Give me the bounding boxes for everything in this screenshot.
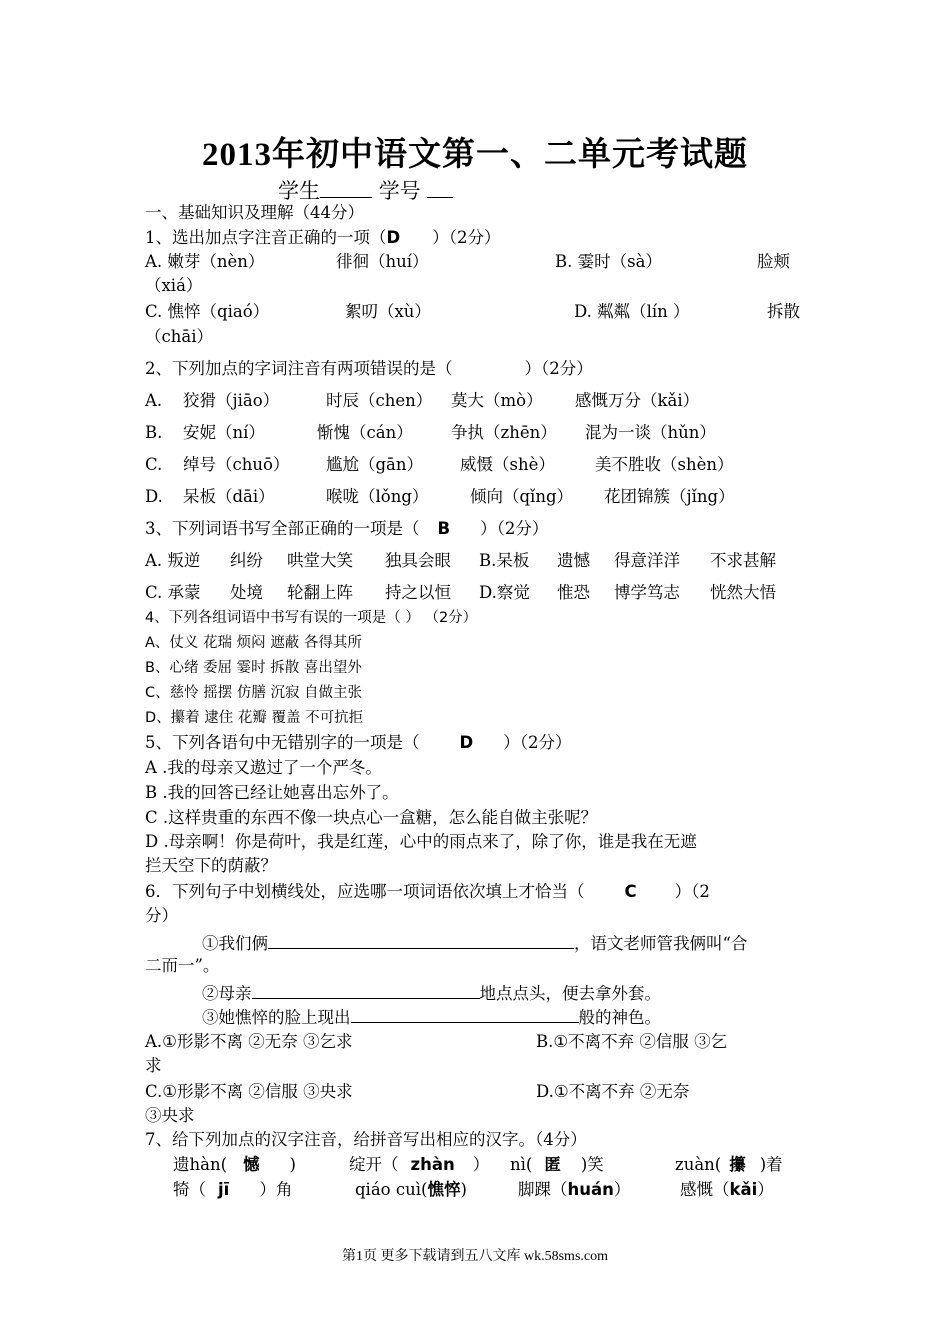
q6-sentence3: [202, 1006, 661, 1028]
q1-answer: D: [386, 228, 401, 247]
q4-option-a: A、仗义 花瑞 烦闷 遮蔽 各得其所: [145, 635, 362, 651]
q1-option-b1: B. 霎时（sà）: [555, 252, 662, 271]
q6-sentence1: [202, 932, 747, 954]
q2-row-a-item3: 莫大（mò）: [451, 391, 543, 410]
q7-item8-post: ）: [757, 1180, 774, 1199]
q4-option-d: D、攥着 逮住 花瓣 覆盖 不可抗拒: [145, 710, 364, 726]
q2-row-a-item4: 感慨万分（kǎi）: [575, 391, 700, 410]
q3-row1-item1: A. 叛逆: [145, 551, 201, 570]
student-name-blank[interactable]: [320, 179, 372, 198]
q3-row1-item7: 得意洋洋: [614, 551, 680, 570]
q7-item3-pre: nì(: [510, 1155, 533, 1174]
q7-item3-post: )笑: [580, 1155, 604, 1174]
q2-row-d-item1: 呆板（dāi）: [183, 487, 275, 506]
q7-item4-answer: 攥: [729, 1155, 746, 1174]
q3-row2-item1: C. 承蒙: [145, 583, 201, 602]
q6-stem: [145, 882, 710, 902]
q5-score: ）（2分）: [503, 733, 572, 752]
q1-stem-text: 1、选出加点字注音正确的一项（: [145, 228, 387, 247]
q5-option-a: A .我的母亲又遨过了一个严冬。: [145, 758, 382, 777]
q1-stem: [145, 228, 500, 248]
q1-option-a1: A. 嫩芽（nèn）: [145, 252, 265, 271]
q7-item7-answer: huán: [567, 1180, 614, 1199]
q7-item3: [510, 1155, 604, 1175]
q7-item6-post: ): [460, 1180, 467, 1199]
q6-option-d-cont: ③央求: [145, 1106, 195, 1125]
q2-row-a-item1: 狡猾（jiāo）: [183, 391, 280, 410]
q6-stem-text: 6．下列句子中划横线处，应选哪一项词语依次填上才恰当（: [145, 882, 585, 901]
q3-answer: B: [437, 519, 451, 538]
q3-row2-item3: 轮翻上阵: [287, 583, 353, 602]
q1-option-b2: 脸颊: [757, 252, 790, 271]
number-label: 学号: [378, 179, 421, 203]
q6-option-c: C.①形影不离 ②信服 ③央求: [145, 1082, 353, 1101]
q7-item7-pre: 脚踝（: [518, 1180, 568, 1199]
q3-row2-item8: 恍然大悟: [710, 583, 776, 602]
q5-option-c: C .这样贵重的东西不像一块点心一盒糖，怎么能自做主张呢？: [145, 808, 598, 827]
q3-row2-item7: 博学笃志: [614, 583, 680, 602]
q7-item2-pre: 绽开（: [349, 1155, 399, 1174]
q7-stem: 7、给下列加点的汉字注音，给拼音写出相应的汉字。（4分）: [145, 1130, 587, 1149]
q7-item6-pre: qiáo cuì(: [355, 1180, 428, 1199]
q1-options-ab: [145, 252, 264, 272]
student-info: [278, 175, 453, 205]
q6-option-b: B.①不离不弃 ②信服 ③乞: [536, 1032, 728, 1051]
q7-item5-pre: 犄（: [173, 1180, 206, 1199]
q4-option-c: C、慈怜 摇摆 仿膳 沉寂 自做主张: [145, 685, 363, 701]
q3-row1-item5: B.呆板: [479, 551, 530, 570]
q2-row-d-item2: 喉咙（lǒng）: [326, 487, 429, 506]
q7-item2-post: ）: [472, 1155, 490, 1174]
q2-row-c-item3: 威慑（shè）: [460, 455, 555, 474]
q2-row-a-label: A.: [145, 391, 163, 410]
q5-option-d-line2: 拦天空下的荫蔽？: [145, 856, 277, 875]
page-footer: 第1页 更多下载请到五八文库 wk.58sms.com: [342, 1249, 608, 1264]
q7-item1-answer: 憾: [243, 1155, 260, 1174]
q1-option-b2-pinyin: （xiá）: [145, 276, 203, 295]
q6-sentence2: [202, 982, 661, 1004]
q3-row1-item4: 独具会眼: [385, 551, 451, 570]
q5-option-b: B .我的回答已经让她喜出忘外了。: [145, 783, 399, 802]
q4-option-b: B、心绪 委屈 霎时 拆散 喜出望外: [145, 660, 362, 676]
q4-stem: 4、下列各组词语中书写有误的一项是（ ） （2分）: [145, 610, 478, 626]
q2-row-b-item1: 安妮（ní）: [183, 423, 265, 442]
q7-item8-pre: 感慨（: [680, 1180, 730, 1199]
q5-answer: D: [459, 733, 474, 752]
student-number-blank[interactable]: [427, 179, 453, 198]
q2-row-b-item4: 混为一谈（hǔn）: [585, 423, 716, 442]
q6-option-b-cont: 求: [145, 1056, 162, 1075]
q7-item1: [173, 1155, 296, 1175]
q6-blank1[interactable]: [268, 932, 574, 949]
q6-s1-cont: 二而一”。: [145, 956, 220, 975]
q6-s2-start: ②母亲: [202, 984, 252, 1003]
q7-item7-post: ）: [613, 1180, 631, 1199]
q7-item4-post: )着: [759, 1155, 783, 1174]
q7-item4: [675, 1155, 783, 1175]
q7-item7: [518, 1180, 630, 1200]
q6-stem-tail: ）（2: [674, 882, 710, 901]
q6-stem-line2: 分）: [145, 906, 178, 925]
q2-row-c-label: C.: [145, 455, 163, 474]
q5-stem-text: 5、下列各语句中无错别字的一项是（: [145, 733, 420, 752]
q2-score: ）（2分）: [524, 359, 593, 378]
q2-row-c-item1: 绰号（chuō）: [183, 455, 290, 474]
q7-item8: [680, 1180, 774, 1200]
q2-row-c-item4: 美不胜收（shèn）: [595, 455, 734, 474]
q6-option-d: D.①不离不弃 ②无奈: [536, 1082, 690, 1101]
q7-item3-answer: 匿: [544, 1155, 561, 1174]
q2-row-a-item2: 时辰（chen）: [326, 391, 433, 410]
q1-option-c1: C. 憔悴（qiaó）: [145, 302, 270, 321]
q2-row-d-label: D.: [145, 487, 163, 506]
q2-row-b-item3: 争执（zhēn）: [451, 423, 557, 442]
q6-s3-end: 般的神色。: [578, 1008, 661, 1027]
q2-row-b-label: B.: [145, 423, 163, 442]
q1-option-d2-pinyin: （chāi）: [145, 327, 213, 346]
q6-blank2[interactable]: [252, 982, 480, 999]
q7-item1-pre: 遗hàn(: [173, 1155, 228, 1174]
q2-row-b-item2: 惭愧（cán）: [317, 423, 413, 442]
q6-s1-start: ①我们俩: [202, 934, 268, 953]
q2-row-d-item3: 倾向（qǐng）: [470, 487, 574, 506]
q6-s1-end: ，语文老师管我俩叫“合: [574, 934, 748, 953]
q6-answer: C: [624, 882, 637, 901]
q3-row2-item4: 持之以恒: [385, 583, 451, 602]
q7-item1-post: ): [289, 1155, 296, 1174]
q3-row2-item2: 处境: [230, 583, 263, 602]
q2-stem-text: 2、下列加点的字词注音有两项错误的是（: [145, 359, 453, 378]
q7-item6-answer: 憔悴: [427, 1180, 461, 1199]
q7-item6: [355, 1180, 467, 1200]
q7-item2-answer: zhàn: [410, 1155, 455, 1174]
q3-row2-item5: D.察觉: [479, 583, 530, 602]
q2-stem: [145, 359, 593, 379]
q7-item5: [173, 1180, 292, 1200]
q1-option-a2: 徘徊（huí）: [336, 252, 429, 271]
q1-option-c2: 絮叨（xù）: [345, 302, 431, 321]
q7-item8-answer: kǎi: [729, 1180, 758, 1199]
q2-row-d-item4: 花团锦簇（jǐng）: [604, 487, 735, 506]
q3-row1-item3: 哄堂大笑: [287, 551, 353, 570]
q3-stem: [145, 519, 548, 539]
q5-option-d-line1: D .母亲啊！你是荷叶，我是红莲，心中的雨点来了，除了你，谁是我在无遮: [145, 832, 697, 851]
q3-score: ）（2分）: [480, 519, 549, 538]
q6-option-a: A.①形影不离 ②无奈 ③乞求: [145, 1032, 353, 1051]
q7-item5-answer: jī: [218, 1180, 230, 1199]
page-title: 2013年初中语文第一、二单元考试题: [202, 137, 748, 173]
q6-s2-end: 地点点头，便去拿外套。: [479, 984, 661, 1003]
q6-s3-start: ③她憔悴的脸上现出: [202, 1008, 351, 1027]
student-label: 学生: [278, 179, 320, 203]
section-heading: 一、基础知识及理解（44分）: [145, 203, 364, 222]
q7-item5-post: ）角: [259, 1180, 293, 1199]
q3-row2-item6: 惟恐: [557, 583, 590, 602]
q2-row-c-item2: 尴尬（gān）: [326, 455, 424, 474]
q1-score: ）（2分）: [432, 228, 501, 247]
q3-row1-item6: 遗憾: [557, 551, 590, 570]
q1-option-d2: 拆散: [767, 302, 800, 321]
q7-item2: [349, 1155, 489, 1175]
q3-row1-item8: 不求甚解: [710, 551, 776, 570]
q5-stem: [145, 733, 571, 753]
q1-option-d1: D. 粼粼（lín ）: [574, 302, 690, 321]
q3-row1-item2: 纠纷: [230, 551, 263, 570]
q7-item4-pre: zuàn(: [675, 1155, 722, 1174]
q6-blank3[interactable]: [351, 1006, 579, 1023]
q3-stem-text: 3、下列词语书写全部正确的一项是（: [145, 519, 420, 538]
